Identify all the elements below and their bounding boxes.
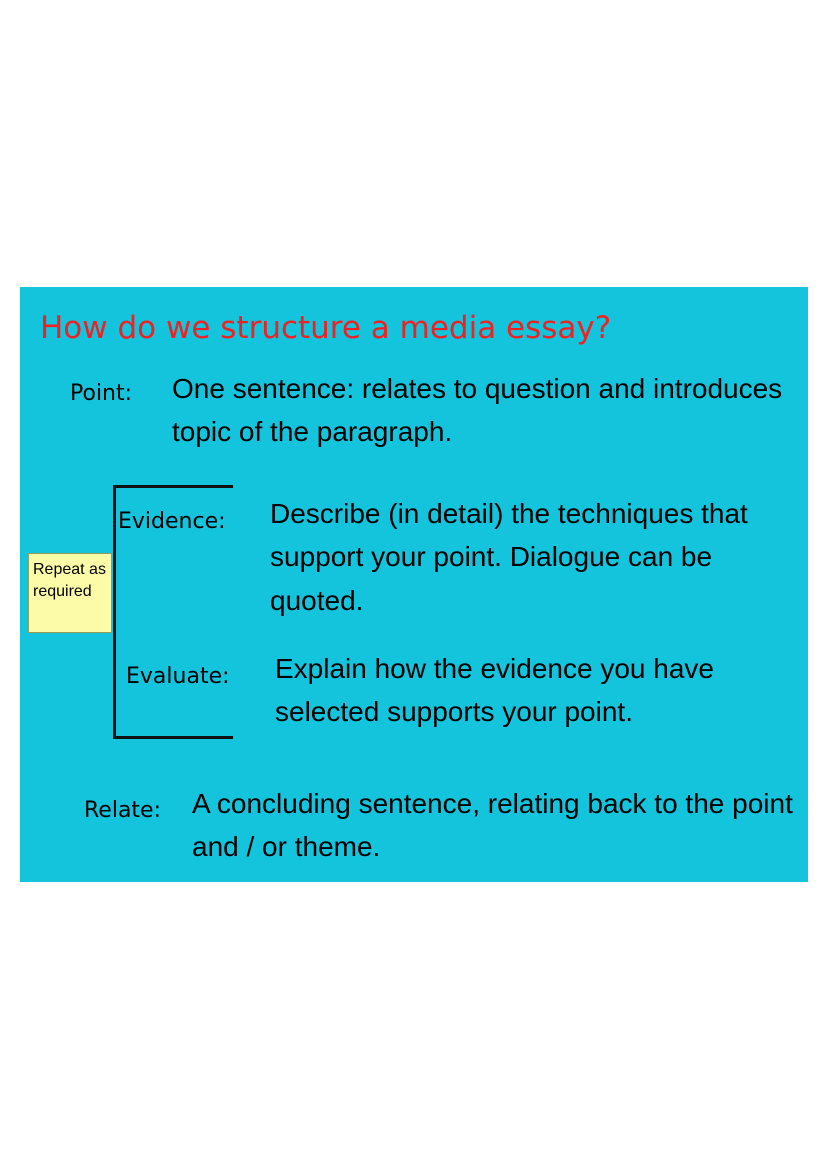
label-evaluate: Evaluate: [126, 664, 230, 689]
label-evidence: Evidence: [118, 509, 226, 534]
sticky-note-repeat-as-required: Repeat as required [28, 553, 112, 633]
text-evaluate: Explain how the evidence you have selected supports your point. [275, 653, 714, 728]
label-relate: Relate: [84, 798, 161, 823]
label-point: Point: [70, 381, 133, 406]
text-point: One sentence: relates to question and introduces topic of the paragraph. [172, 373, 783, 448]
text-evidence: Describe (in detail) the techniques that support your point. Dialogue can be quoted. [270, 498, 748, 616]
text-relate: A concluding sentence, relating back to the point and / or theme. [192, 788, 793, 863]
page-title: How do we structure a media essay? [40, 310, 612, 346]
slide-canvas [20, 287, 808, 882]
